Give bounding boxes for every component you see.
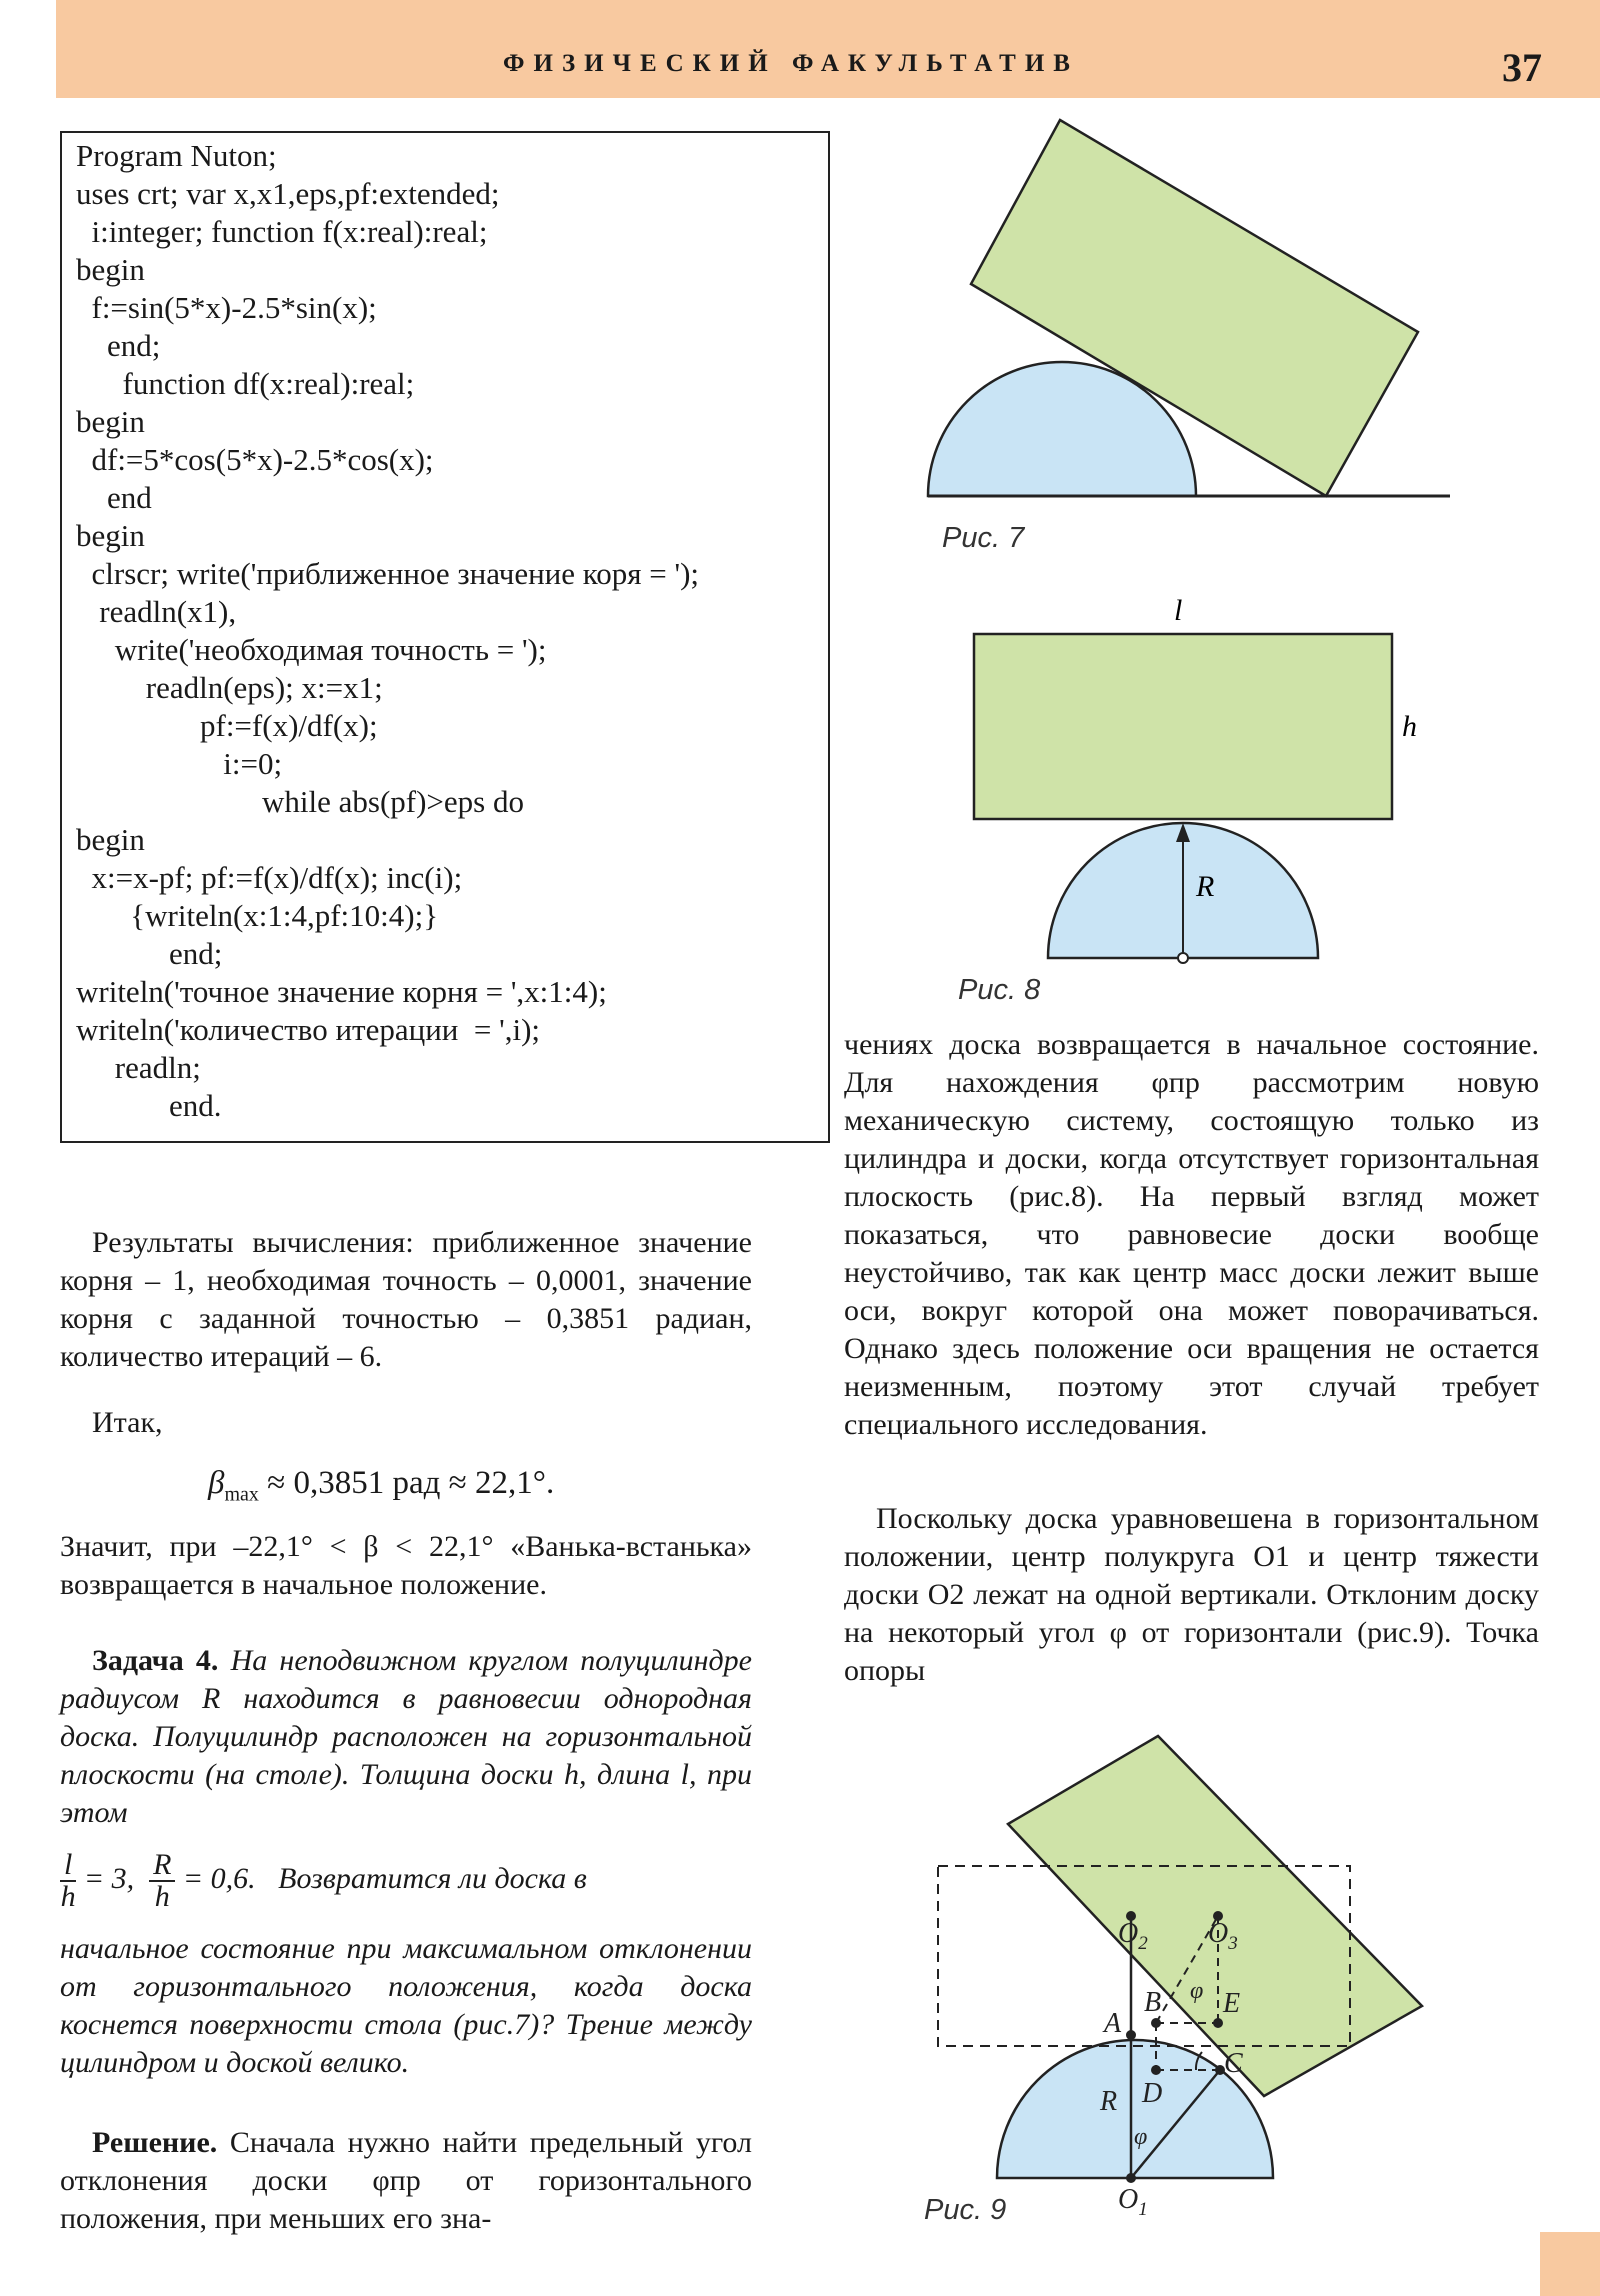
beta-subscript: max [224,1483,259,1506]
task-text-1: На неподвижном круглом полуцилиндре радиусом R находится в равновесии однородная доска. Полуцилиндр расположен на горизонтальной плоскости (на столе). Толщина доски h, длина l, при этом [60,1644,752,1829]
task4-paragraph [60,1642,752,1832]
fraction-r-h [149,1850,175,1912]
figure-7 [930,120,1460,420]
frac2-denominator: h [154,1880,170,1913]
code-line: begin [76,518,145,553]
beta-max-formula [208,1465,554,1507]
task-label: Задача 4. [92,1644,219,1677]
solution-paragraph [60,2124,752,2238]
code-line: begin [76,822,145,857]
corner-decoration-bar [1540,2232,1600,2296]
code-line: end; [76,936,223,971]
fig9-point-a [1126,2030,1136,2040]
code-line: end. [76,1088,222,1123]
fig9-label-o3: $O_3$ [1208,1918,1238,1954]
solution-text: Сначала нужно найти предельный угол отклонения доски φпр от горизонтального положения, при меньших его зна- [60,2126,752,2235]
code-line: readln(x1), [76,594,237,629]
frac1-denominator: h [60,1880,76,1913]
beta-value: ≈ 0,3851 рад ≈ 22,1°. [258,1465,555,1501]
frac2-numerator: R [149,1850,175,1882]
fig9-point-e [1213,2018,1223,2028]
fig8-height-label: h [1402,710,1417,743]
code-line: clrscr; write('приближенное значение коря = '); [76,556,700,591]
code-line: uses crt; var x,x1,eps,pf:extended; [76,176,500,211]
running-header [56,0,1600,98]
code-line: begin [76,252,145,287]
code-line: readln; [76,1050,201,1085]
fig9-label-r: R [1100,2086,1118,2117]
page-number: 37 [1502,45,1542,90]
fig8-center-point [1178,953,1188,963]
code-line: writeln('точное значение корня = ',x:1:4); [76,974,607,1009]
code-line: i:=0; [76,746,283,781]
code-line: df:=5*cos(5*x)-2.5*cos(x); [76,442,434,477]
beta-symbol: β [208,1465,225,1501]
fig9-label-o2: $O_2$ [1118,1918,1148,1954]
fig9-label-o1: $O_1$ [1118,2184,1148,2220]
task-text-2: Возвратится ли доска в [278,1861,587,1895]
frac2-value: = 0,6. [182,1861,256,1895]
code-line: while abs(pf)>eps do [76,784,524,819]
itak-text: Итак, [92,1406,163,1439]
fig9-label-b: B [1144,1987,1162,2018]
znachit-paragraph: Значит, при –22,1° < β < 22,1° «Ванька-встанька» возвращается в начальное положение. [60,1530,752,1601]
figure-8 [960,590,1440,970]
code-line: readln(eps); x:=x1; [76,670,383,705]
fig8-radius-label: R [1196,870,1215,903]
fig9-label-a: A [1104,2008,1122,2039]
code-line: i:integer; function f(x:real):real; [76,214,488,249]
fig9-label-d: D [1142,2078,1163,2109]
code-line: {writeln(x:1:4,pf:10:4);} [76,898,439,933]
fig9-label-c: C [1224,2048,1243,2079]
fig9-label-phi-bottom: φ [1134,2124,1148,2150]
code-line: begin [76,404,145,439]
code-line: end [76,480,152,515]
right-paragraph-2: Поскольку доска уравновешена в горизонтальном положении, центр полукруга O1 и центр тяжести доски O2 лежат на одной вертикали. Отклоним доску на некоторый угол φ от горизонтали (рис.9). Точка опоры [844,1502,1539,1687]
frac1-numerator: l [60,1850,76,1882]
code-line: function df(x:real):real; [76,366,415,401]
results-paragraph: Результаты вычисления: приближенное значение корня – 1, необходимая точность – 0,0001, значение корня с заданной точностью – 0,3851 радиан, количество итераций – 6. [60,1226,752,1373]
pascal-code-listing [60,131,830,1143]
code-line: pf:=f(x)/df(x); [76,708,378,743]
fig9-label-phi-top: φ [1190,1978,1204,2004]
frac1-value: = 3, [83,1861,135,1895]
fig8-length-label: l [1174,594,1183,627]
code-line: x:=x-pf; pf:=f(x)/df(x); inc(i); [76,860,463,895]
code-line: write('необходимая точность = '); [76,632,547,667]
fig9-label-e: E [1223,1988,1241,2019]
fig9-caption: Рис. 9 [924,2194,1007,2226]
solution-label: Решение. [92,2126,218,2159]
code-line: end; [76,328,161,363]
fig9-point-d [1151,2065,1161,2075]
journal-section-title: ФИЗИЧЕСКИЙ ФАКУЛЬТАТИВ [503,50,1079,77]
fig9-point-o1 [1126,2173,1136,2183]
code-line: writeln('количество итерации = ',i); [76,1012,541,1047]
code-line: f:=sin(5*x)-2.5*sin(x); [76,290,377,325]
fig7-caption: Рис. 7 [942,522,1025,554]
right-paragraph-1: чениях доска возвращается в начальное состояние. Для нахождения φпр рассмотрим новую механическую систему, состоящую только из цилиндра и доски, когда отсутствует горизонтальная плоскость (рис.8). На первый взгляд может показаться, что равновесие доски вообще неустойчиво, так как центр масс доски лежит выше оси, вокруг которой она может поворачиваться. Однако здесь положение оси вращения не остается неизменным, поэтому этот случай требует специального исследования. [844,1028,1539,1441]
fig8-board [974,634,1392,819]
code-line: Program Nuton; [76,138,277,173]
task-text-3: начальное состояние при максимальном отклонении от горизонтального положения, когда доска коснется поверхности стола (рис.7)? Трение между цилиндром и доской велико. [60,1932,752,2079]
fig8-caption: Рис. 8 [958,974,1041,1006]
fig9-point-b [1151,2018,1161,2028]
task-fractions-line [60,1850,752,1930]
fraction-l-h [60,1850,76,1912]
